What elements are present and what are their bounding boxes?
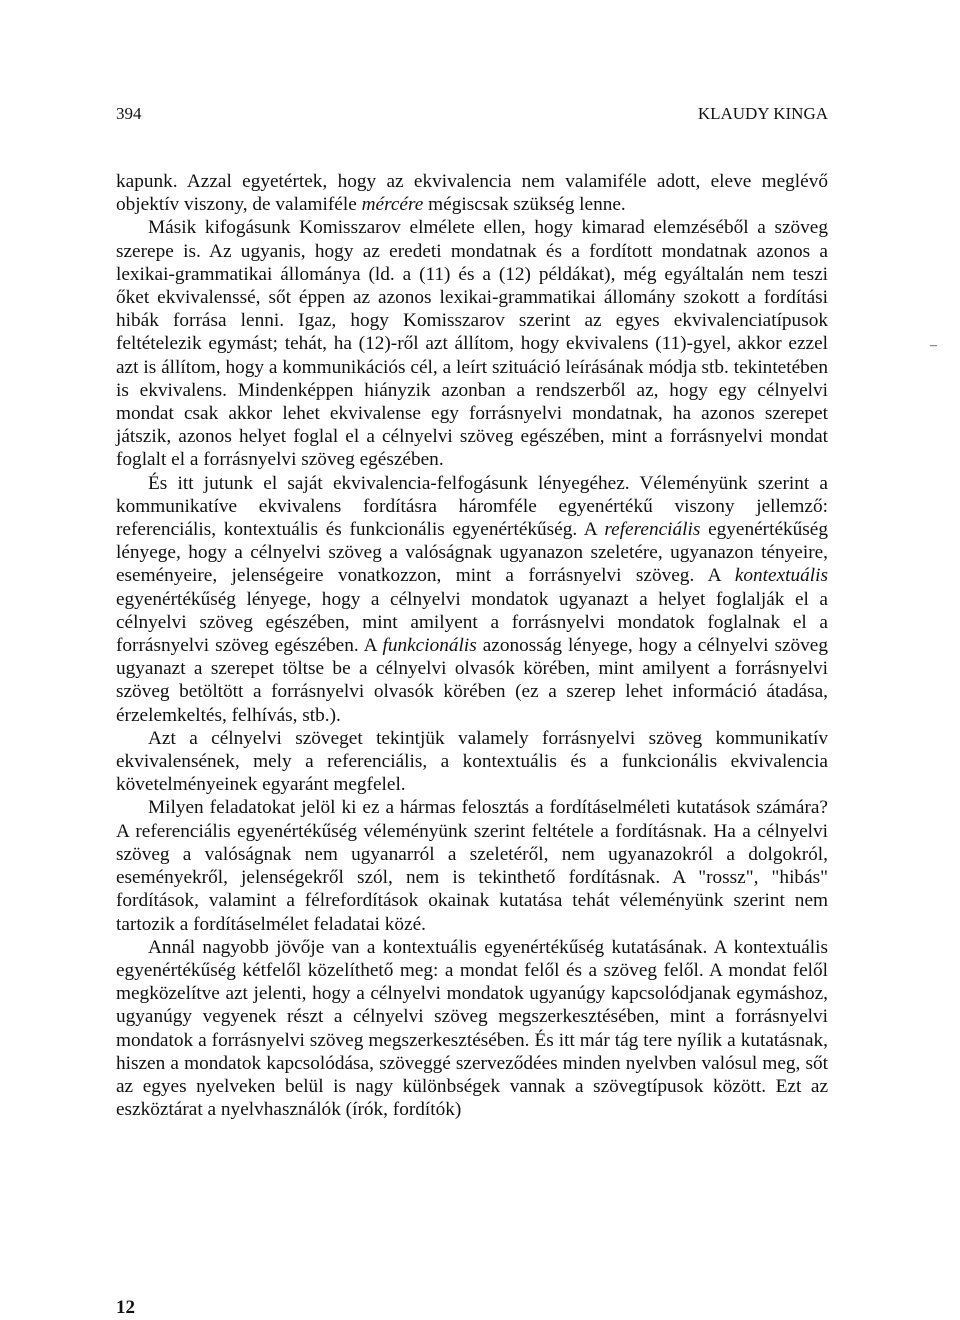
italic-term: mércére: [361, 194, 424, 216]
italic-term: funkcionális: [382, 635, 477, 657]
paragraph: [116, 472, 828, 727]
text-run: Másik kifogásunk Komisszarov elmélete ellen, hogy kimarad elemzéséből a szöveg szerepe is. Az ugyanis, hogy az eredeti mondatnak és a fordított mondatnak azonos a lexikai-grammatikai állománya (ld. a (11) és a (12) példákat), még egyáltalán nem teszi őket ekvivalenssé, sőt éppen az azonos lexikai-grammatikai állomány szokott a fordítási hibák forrása lenni. Igaz, hogy Komisszarov szerint az egyes ekvivalenciatípusok feltételezik egymást; tehát, ha (12)-ről azt állítom, hogy ekvivalens (11)-gyel, akkor ezzel azt is állítom, hogy a kommunikációs cél, a leírt szituáció leírásának módja stb. tekintetében is ekvivalens. Mindenképpen hiányzik azonban a rendszerből az, hogy egy célnyelvi mondat csak akkor lehet ekvivalense egy forrásnyelvi mondatnak, ha azonos szerepet játszik, azonos helyet foglal el a célnyelvi szöveg egészében, mint a forrásnyelvi mondat foglalt el a forrásnyelvi szöveg egészében.: [116, 217, 828, 471]
italic-term: kontextuális: [734, 565, 828, 587]
paragraph: [116, 170, 828, 216]
text-run: És itt jutunk el saját ekvivalencia-felfogásunk lényegéhez. Véleményünk szerint a kommunikatíve ekvivalens fordításra háromféle egyenértékű viszony jellemző: referenciális, kontextuális és funkcionális egyenértékűség. A: [116, 472, 828, 541]
text-run: Milyen feladatokat jelöl ki ez a hármas felosztás a fordításelméleti kutatások számára? A referenciális egyenértékűség véleményünk szerint feltétele a fordításnak. Ha a célnyelvi szöveg a valóságnak nem ugyanarról a szeletéről, nem ugyanazokról a dolgokról, eseményekről, jelenségekről szól, nem is tekinthető fordításnak. A "rossz", "hibás" fordítások, valamint a félrefordítások okainak kutatása tehát véleményünk szerint nem tartozik a fordításelmélet feladatai közé.: [116, 797, 828, 935]
italic-term: referenciális: [604, 519, 701, 541]
text-run: Azt a célnyelvi szöveget tekintjük valamely forrásnyelvi szöveg kommunikatív ekvivalensének, mely a referenciális, a kontextuális és a funkcionális ekvivalencia követelményeinek egyaránt megfelel.: [116, 727, 828, 796]
paragraph: [116, 936, 828, 1122]
page-header: [116, 104, 828, 128]
paragraph: [116, 216, 828, 471]
running-head: KLAUDY KINGA: [697, 104, 828, 123]
text-run: egyenértékűség lényege, hogy a célnyelvi szöveg a valóságnak ugyanazon szeletére, ugyanazon tényeire, eseményeire, jelenségeire vonatkozzon, mint a forrásnyelvi szöveg. A: [116, 519, 828, 587]
paragraph: [116, 727, 828, 797]
body-text: [116, 170, 828, 1121]
paragraph: [116, 796, 828, 935]
text-run: kapunk. Azzal egyetértek, hogy az ekvivalencia nem valamiféle adott, eleve meglévő objektív viszony, de valamiféle: [116, 171, 828, 216]
text-run: azonosság lényege, hogy a célnyelvi szöveg ugyanazt a szerepet töltse be a célnyelvi olvasók körében, mint amilyent a forrásnyelvi szöveg betöltött a forrásnyelvi olvasók körében (ez a szerep lehet információ átadása, érzelemkeltés, felhívás, stb.).: [116, 635, 828, 726]
page-number: 394: [116, 104, 142, 123]
margin-mark: –: [930, 338, 937, 353]
text-run: egyenértékűség lényege, hogy a célnyelvi mondatok ugyanazt a helyet foglalják el a célnyelvi szöveg egészében, mint amilyent a forrásnyelvi mondatok foglalnak el a forrásnyelvi szöveg egészében. A: [116, 588, 828, 657]
signature-mark: 12: [116, 1297, 135, 1318]
text-run: Annál nagyobb jövője van a kontextuális egyenértékűség kutatásának. A kontextuális egyenértékűség kétfelől közelíthető meg: a mondat felől és a szöveg felől. A mondat felől megközelítve azt jelenti, hogy a célnyelvi mondatok ugyanúgy kapcsolódjanak egymáshoz, ugyanúgy vegyenek részt a célnyelvi szöveg megszerkesztésében, mint a forrásnyelvi mondatok a forrásnyelvi szöveg megszerkesztésében. És itt már tág tere nyílik a kutatásnak, hiszen a mondatok kapcsolódása, szöveggé szerveződées minden nyelvben valósul meg, sőt az egyes nyelveken belül is nagy különbségek vannak a szövegtípusok között. Ezt az eszköztárat a nyelvhasználók (írók, fordítók): [116, 936, 828, 1121]
text-run: mégiscsak szükség lenne.: [423, 194, 626, 216]
